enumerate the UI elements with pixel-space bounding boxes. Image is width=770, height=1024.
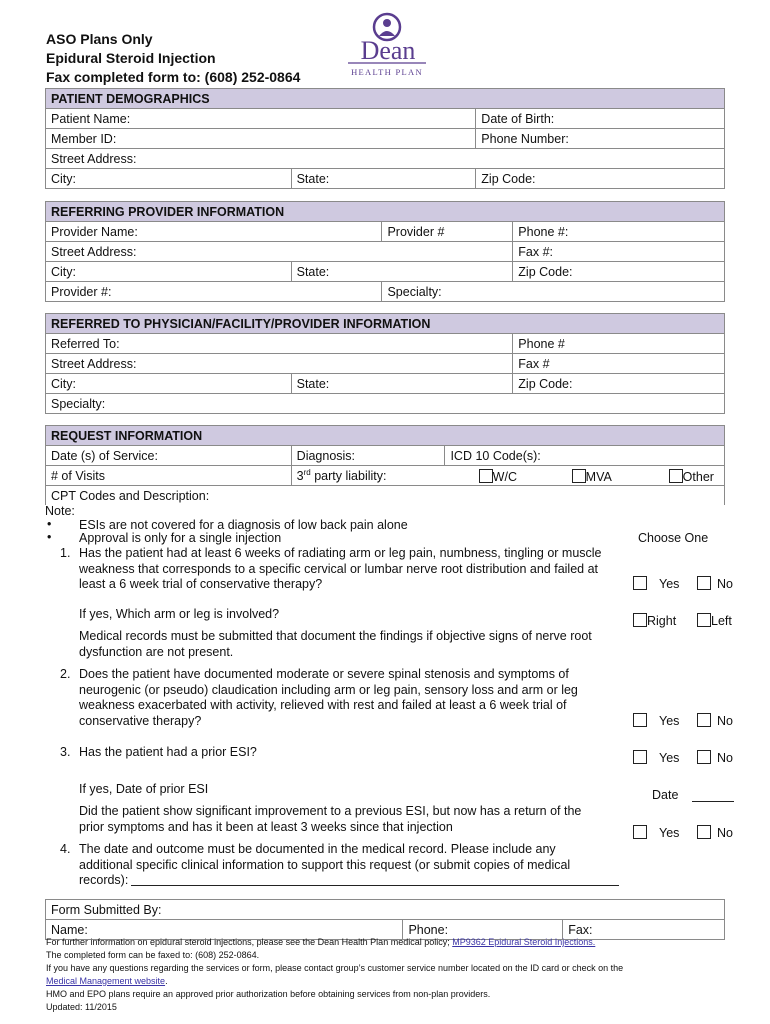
phone-number-field[interactable]: Phone Number:	[476, 129, 725, 149]
submitted-by-label: Form Submitted By:	[46, 900, 725, 920]
form-title-line1: ASO Plans Only	[46, 31, 153, 47]
provider-state-field[interactable]: State:	[291, 262, 513, 282]
provider-name-field[interactable]: Provider Name:	[46, 222, 382, 242]
mva-option: MVA	[572, 469, 612, 484]
q3-yes-checkbox[interactable]	[633, 750, 647, 764]
provider-city-field[interactable]: City:	[46, 262, 292, 282]
q2-no-option: No	[697, 713, 733, 728]
note-bullet-2: Approval is only for a single injection	[79, 531, 282, 545]
q2-line1: Does the patient have documented moderate or severe spinal stenosis and symptoms of	[79, 667, 569, 681]
submitter-fax-field[interactable]: Fax:	[563, 920, 725, 940]
left-checkbox[interactable]	[697, 613, 711, 627]
q3-improvement-line2: prior symptoms and has it been at least 3 weeks since that injection	[79, 820, 453, 834]
footer-hmo-line: HMO and EPO plans require an approved prior authorization before obtaining services from non-plan providers.	[46, 989, 491, 999]
dates-of-service-field[interactable]: Date (s) of Service:	[46, 446, 292, 466]
footer-fax-line: The completed form can be faxed to: (608) 252-0864.	[46, 950, 260, 960]
prior-esi-date-input[interactable]	[692, 800, 734, 802]
right-checkbox[interactable]	[633, 613, 647, 627]
request-information-section	[45, 425, 725, 505]
q3c-no-checkbox[interactable]	[697, 825, 711, 839]
q3-improvement-line1: Did the patient show significant improvement to a previous ESI, but now has a return of the	[79, 804, 582, 818]
q2-no-checkbox[interactable]	[697, 713, 711, 727]
question-number: 1.	[60, 546, 71, 560]
provider-fax-field[interactable]: Fax #:	[513, 242, 725, 262]
q1-line3: least a 6 week trial of conservative therapy?	[79, 577, 323, 591]
question-number: 2.	[60, 667, 71, 681]
question-number: 4.	[60, 842, 71, 856]
bullet: •	[47, 517, 52, 531]
q1-which-limb: If yes, Which arm or leg is involved?	[79, 607, 280, 621]
provider-specialty-field[interactable]: Specialty:	[382, 282, 725, 302]
policy-link[interactable]: MP9362 Epidural Steroid Injections.	[452, 937, 596, 947]
q3c-no-option: No	[697, 825, 733, 840]
section-title: REFERRING PROVIDER INFORMATION	[46, 202, 725, 222]
third-party-liability-row	[291, 466, 724, 486]
state-field[interactable]: State:	[291, 169, 476, 189]
q3c-yes-checkbox[interactable]	[633, 825, 647, 839]
footer-questions-line: If you have any questions regarding the services or form, please contact group’s customer service number located on the ID card or check on the	[46, 963, 624, 973]
third-party-label: 3rd party liability:	[296, 467, 387, 484]
patient-name-field[interactable]: Patient Name:	[46, 109, 476, 129]
referred-fax-field[interactable]: Fax #	[513, 354, 725, 374]
footer-website-line: Medical Management website.	[46, 976, 168, 986]
other-checkbox[interactable]	[669, 469, 683, 483]
referring-provider-section	[45, 201, 725, 302]
submitter-name-field[interactable]: Name:	[46, 920, 403, 940]
provider-number2-field[interactable]: Provider #:	[46, 282, 382, 302]
provider-zip-field[interactable]: Zip Code:	[513, 262, 725, 282]
other-option: Other	[669, 469, 714, 484]
referred-to-field[interactable]: Referred To:	[46, 334, 513, 354]
q1-records-line2: dysfunction are not present.	[79, 645, 234, 659]
zip-field[interactable]: Zip Code:	[476, 169, 725, 189]
right-option: Right	[633, 613, 676, 628]
visits-field[interactable]: # of Visits	[46, 466, 292, 486]
q1-no-option: No	[697, 576, 733, 591]
choose-one-label: Choose One	[638, 531, 709, 545]
q3-prior-date-label: If yes, Date of prior ESI	[79, 782, 209, 796]
q2-yes-checkbox[interactable]	[633, 713, 647, 727]
records-input-line[interactable]	[131, 884, 619, 886]
q1-line1: Has the patient had at least 6 weeks of radiating arm or leg pain, numbness, tingling or muscle	[79, 546, 602, 560]
provider-street-field[interactable]: Street Address:	[46, 242, 513, 262]
form-title-line2: Epidural Steroid Injection	[46, 50, 216, 66]
city-field[interactable]: City:	[46, 169, 292, 189]
q4-line3: records):	[79, 873, 129, 887]
q1-records-line1: Medical records must be submitted that document the findings if objective signs of nerve root	[79, 629, 592, 643]
provider-phone-field[interactable]: Phone #:	[513, 222, 725, 242]
provider-number-field[interactable]: Provider #	[382, 222, 513, 242]
referred-state-field[interactable]: State:	[291, 374, 513, 394]
wc-option: W/C	[479, 469, 517, 484]
q3-no-checkbox[interactable]	[697, 750, 711, 764]
referred-specialty-field[interactable]: Specialty:	[46, 394, 725, 414]
q3-no-option: No	[697, 750, 733, 765]
wc-checkbox[interactable]	[479, 469, 493, 483]
dean-logo	[344, 10, 430, 86]
logo-wordmark: Dean	[360, 36, 416, 65]
left-option: Left	[697, 613, 732, 628]
section-title: REFERRED TO PHYSICIAN/FACILITY/PROVIDER INFORMATION	[46, 314, 725, 334]
diagnosis-field[interactable]: Diagnosis:	[291, 446, 445, 466]
footer-updated-line: Updated: 11/2015	[46, 1002, 117, 1012]
form-submitted-by-section	[45, 899, 725, 940]
referred-zip-field[interactable]: Zip Code:	[513, 374, 725, 394]
prior-esi-date-label: Date	[652, 788, 679, 802]
mva-checkbox[interactable]	[572, 469, 586, 483]
section-title: REQUEST INFORMATION	[46, 426, 725, 446]
referred-city-field[interactable]: City:	[46, 374, 292, 394]
icd-codes-field[interactable]: ICD 10 Code(s):	[445, 446, 725, 466]
dob-field[interactable]: Date of Birth:	[476, 109, 725, 129]
form-title-fax: Fax completed form to: (608) 252-0864	[46, 69, 301, 85]
q4-line1: The date and outcome must be documented in the medical record. Please include any	[79, 842, 556, 856]
q2-line4: conservative therapy?	[79, 714, 202, 728]
cpt-codes-field[interactable]: CPT Codes and Description:	[46, 486, 725, 506]
question-number: 3.	[60, 745, 71, 759]
submitter-phone-field[interactable]: Phone:	[403, 920, 563, 940]
logo-subtitle: HEALTH PLAN	[351, 67, 423, 77]
q2-yes-option: Yes	[633, 713, 679, 728]
q1-line2: weakness that corresponds to a specific cervical or lumbar nerve root distribution and failed at	[79, 562, 599, 576]
patient-demographics-section	[45, 88, 725, 189]
referred-street-field[interactable]: Street Address:	[46, 354, 513, 374]
street-address-field[interactable]: Street Address:	[46, 149, 725, 169]
q3-text: Has the patient had a prior ESI?	[79, 745, 257, 759]
footer-policy-line: For further information on epidural steroid injections, please see the Dean Health Plan medical policy; MP9362 Epidural Steroid Injections.	[46, 937, 596, 947]
q1-yes-option: Yes	[633, 576, 679, 591]
q2-line3: weakness exacerbated with activity, relieved with rest and failed at least a 6 week trial of	[79, 698, 567, 712]
referred-phone-field[interactable]: Phone #	[513, 334, 725, 354]
q1-no-checkbox[interactable]	[697, 576, 711, 590]
q2-line2: neurogenic (or pseudo) claudication including arm or leg pain, sensory loss and arm or leg	[79, 683, 578, 697]
note-label: Note:	[45, 504, 75, 518]
referred-to-section	[45, 313, 725, 414]
member-id-field[interactable]: Member ID:	[46, 129, 476, 149]
q3-yes-option: Yes	[633, 750, 679, 765]
q3c-yes-option: Yes	[633, 825, 679, 840]
note-bullet-1: ESIs are not covered for a diagnosis of low back pain alone	[79, 518, 408, 532]
section-title: PATIENT DEMOGRAPHICS	[46, 89, 725, 109]
medical-management-link[interactable]: Medical Management website	[46, 976, 166, 986]
q4-line2: additional specific clinical information to support this request (or submit copies of medical	[79, 858, 571, 872]
bullet: •	[47, 530, 52, 544]
q1-yes-checkbox[interactable]	[633, 576, 647, 590]
